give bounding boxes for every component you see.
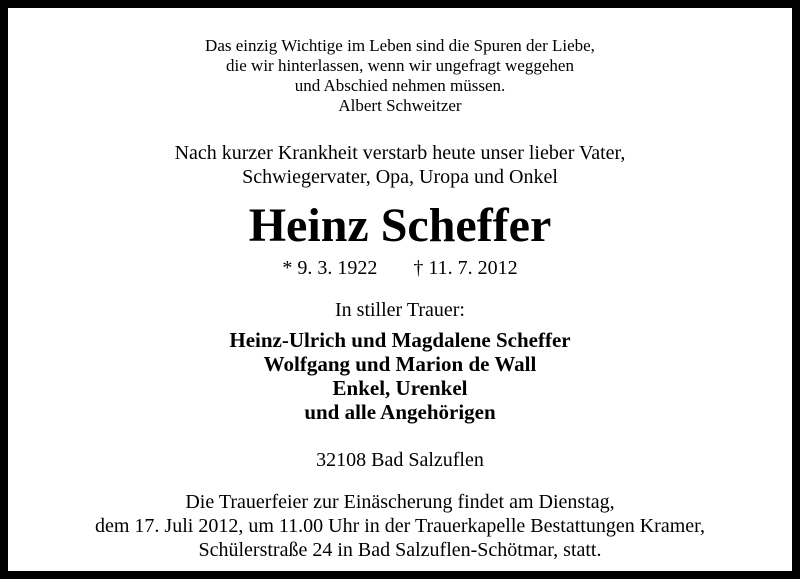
mourner-name: und alle Angehörigen: [304, 400, 496, 424]
mourner-name: Enkel, Urenkel: [332, 376, 468, 400]
funeral-line: Schülerstraße 24 in Bad Salzuflen-Schötmar, statt.: [198, 539, 602, 561]
announcement-line: Schwiegervater, Opa, Uropa und Onkel: [242, 166, 558, 188]
death-announcement: [8, 141, 792, 189]
quote-line: die wir hinterlassen, wenn wir ungefragt weggehen: [226, 56, 574, 75]
mourner-name: Wolfgang und Marion de Wall: [263, 352, 537, 376]
quote: [8, 36, 792, 116]
announcement-line: Nach kurzer Krankheit verstarb heute unser lieber Vater,: [174, 142, 626, 164]
mourners-list: [8, 328, 792, 424]
death-date: † 11. 7. 2012: [413, 257, 518, 279]
deceased-name: Heinz Scheffer: [248, 199, 552, 252]
birth-date: * 9. 3. 1922: [282, 257, 378, 279]
quote-line: Das einzig Wichtige im Leben sind die Spuren der Liebe,: [205, 36, 595, 55]
funeral-details: [8, 490, 792, 562]
quote-line: und Abschied nehmen müssen.: [294, 76, 506, 95]
mourner-name: Heinz-Ulrich und Magdalene Scheffer: [229, 328, 571, 352]
funeral-line: Die Trauerfeier zur Einäscherung findet am Dienstag,: [185, 491, 615, 513]
residence-place: 32108 Bad Salzuflen: [316, 449, 484, 471]
mourning-label: In stiller Trauer:: [335, 299, 465, 321]
life-dates: [8, 256, 792, 280]
funeral-line: dem 17. Juli 2012, um 11.00 Uhr in der Trauerkapelle Bestattungen Kramer,: [94, 515, 705, 537]
quote-author: Albert Schweitzer: [338, 96, 462, 115]
